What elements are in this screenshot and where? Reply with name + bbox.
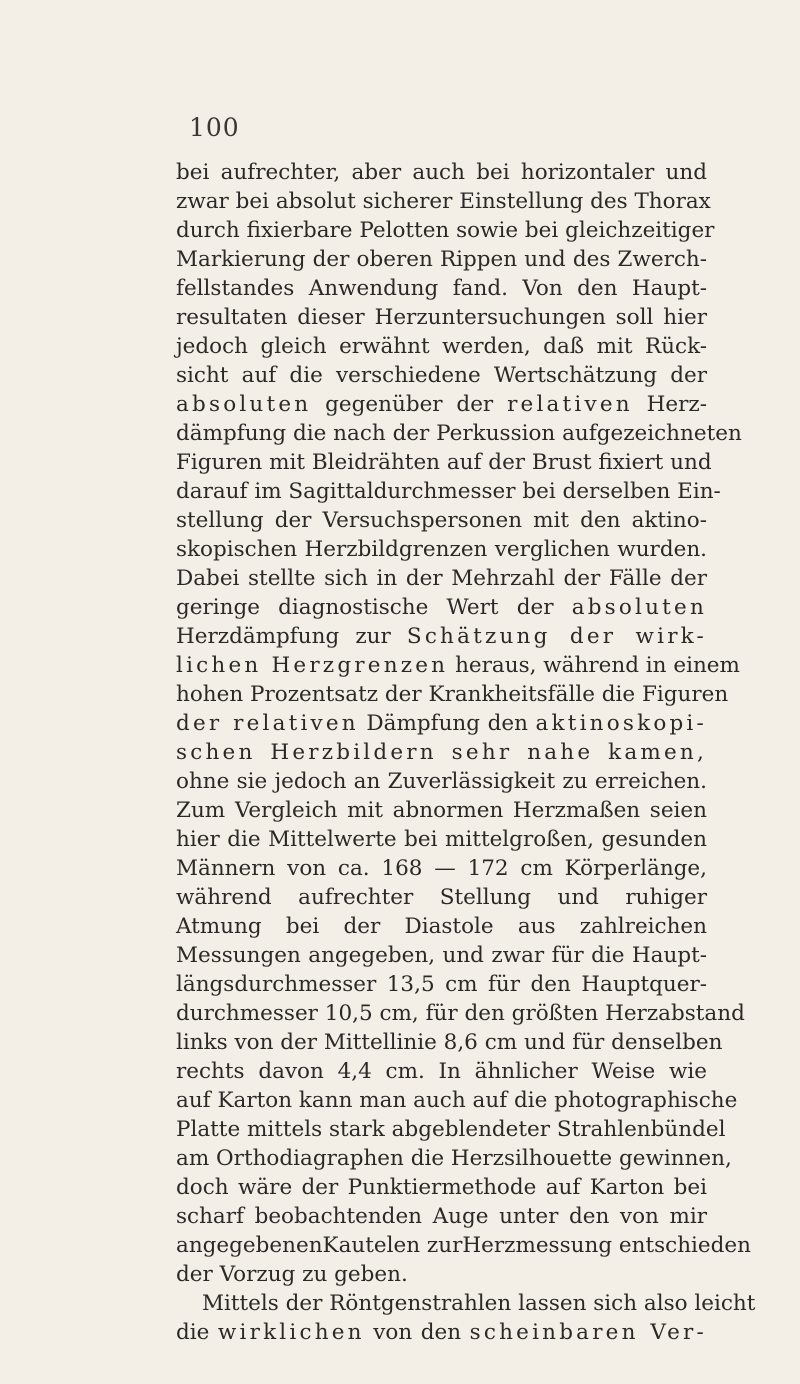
text-line: [176, 303, 707, 332]
emphasis-spaced: absoluten: [571, 595, 707, 620]
emphasis-spaced: scheinbaren Ver-: [469, 1320, 708, 1345]
line-segment: die: [176, 1320, 218, 1345]
text-line: [176, 825, 707, 854]
text-line: [176, 709, 707, 738]
line-segment: sicht auf die verschiedene Wertschätzung der: [176, 363, 707, 388]
page-number: 100: [189, 113, 240, 142]
text-line: [176, 245, 707, 274]
text-line: [176, 477, 721, 506]
line-segment: am Orthodiagraphen die Herzsilhouette gewinnen,: [176, 1146, 732, 1171]
text-line: [176, 564, 707, 593]
line-segment: längsdurchmesser 13,5 cm für den Hauptquer-: [176, 972, 707, 997]
line-segment: gegenüber der: [311, 392, 508, 417]
emphasis-spaced: der relativen: [176, 711, 359, 736]
line-segment: der Vorzug zu geben.: [176, 1262, 408, 1287]
text-line: [176, 419, 742, 448]
emphasis-spaced: schen Herzbildern sehr nahe kamen,: [176, 740, 707, 765]
line-segment: Mittels der Röntgenstrahlen lassen sich also leicht: [202, 1291, 756, 1316]
text-line: [176, 912, 707, 941]
text-line: [176, 1086, 738, 1115]
text-line: [176, 738, 707, 767]
line-segment: fellstandes Anwendung fand. Von den Haupt-: [176, 276, 707, 301]
text-line: [176, 332, 707, 361]
line-segment: Markierung der oberen Rippen und des Zwerch-: [176, 247, 707, 272]
text-line: [176, 970, 707, 999]
text-line: [176, 187, 711, 216]
text-line: [176, 767, 707, 796]
text-line: [176, 1318, 707, 1347]
text-line: [176, 274, 707, 303]
text-line: [176, 1202, 707, 1231]
text-line: [176, 1144, 732, 1173]
text-line: [176, 1028, 723, 1057]
emphasis-spaced: aktinoskopi-: [535, 711, 707, 736]
line-segment: durchmesser 10,5 cm, für den größten Herzabstand: [176, 1001, 745, 1026]
text-line: [176, 390, 707, 419]
line-segment: Männern von ca. 168 — 172 cm Körperlänge,: [176, 856, 707, 881]
line-segment: von den: [364, 1320, 470, 1345]
line-segment: Herzdämpfung zur: [176, 624, 407, 649]
text-line: [176, 883, 707, 912]
line-segment: Dabei stellte sich in der Mehrzahl der Fälle der: [176, 566, 707, 591]
line-segment: jedoch gleich erwähnt werden, daß mit Rück-: [176, 334, 707, 359]
text-line: [176, 622, 707, 651]
text-line: [176, 1231, 751, 1260]
line-segment: dämpfung die nach der Perkussion aufgezeichneten: [176, 421, 742, 446]
text-line: [176, 216, 715, 245]
line-segment: hohen Prozentsatz der Krankheitsfälle die Figuren: [176, 682, 729, 707]
line-segment: zwar bei absolut sicherer Einstellung des Thorax: [176, 189, 711, 214]
text-line: [176, 1289, 756, 1318]
line-segment: rechts davon 4,4 cm. In ähnlicher Weise wie: [176, 1059, 707, 1084]
line-segment: Figuren mit Bleidrähten auf der Brust fixiert und: [176, 450, 712, 475]
line-segment: scharf beobachtenden Auge unter den von mir: [176, 1204, 707, 1229]
text-line: [176, 1173, 707, 1202]
line-segment: bei aufrechter, aber auch bei horizontaler und: [176, 160, 707, 185]
text-line: [176, 796, 707, 825]
line-segment: doch wäre der Punktiermethode auf Karton bei: [176, 1175, 707, 1200]
text-line: [176, 448, 712, 477]
text-line: [176, 1057, 707, 1086]
line-segment: geringe diagnostische Wert der: [176, 595, 572, 620]
line-segment: skopischen Herzbildgrenzen verglichen wurden.: [176, 537, 707, 562]
emphasis-spaced: lichen Herzgrenzen: [176, 653, 449, 678]
text-line: [176, 1115, 726, 1144]
text-line: [176, 651, 740, 680]
emphasis-spaced: Schätzung der wirk-: [406, 624, 707, 649]
text-line: [176, 593, 707, 622]
emphasis-spaced: absoluten: [176, 392, 312, 417]
line-segment: Zum Vergleich mit abnormen Herzmaßen seien: [176, 798, 707, 823]
text-line: [176, 535, 707, 564]
text-line: [176, 999, 745, 1028]
emphasis-spaced: wirklichen: [217, 1320, 365, 1345]
line-segment: angegebenenKautelen zurHerzmessung entschieden: [176, 1233, 751, 1258]
text-line: [176, 941, 707, 970]
body-text: [176, 158, 756, 1347]
line-segment: durch fixierbare Pelotten sowie bei gleichzeitiger: [176, 218, 715, 243]
text-line: [176, 854, 707, 883]
text-line: [176, 506, 707, 535]
text-line: [176, 1260, 707, 1289]
line-segment: darauf im Sagittaldurchmesser bei derselben Ein-: [176, 479, 721, 504]
line-segment: Atmung bei der Diastole aus zahlreichen: [176, 914, 707, 939]
text-line: [176, 361, 707, 390]
line-segment: stellung der Versuchspersonen mit den aktino-: [176, 508, 707, 533]
text-line: [176, 158, 707, 187]
line-segment: links von der Mittellinie 8,6 cm und für denselben: [176, 1030, 723, 1055]
line-segment: Dämpfung den: [358, 711, 536, 736]
line-segment: Platte mittels stark abgeblendeter Strahlenbündel: [176, 1117, 726, 1142]
text-line: [176, 680, 729, 709]
line-segment: während aufrechter Stellung und ruhiger: [176, 885, 707, 910]
line-segment: ohne sie jedoch an Zuverlässigkeit zu erreichen.: [176, 769, 707, 794]
emphasis-spaced: relativen: [507, 392, 633, 417]
line-segment: Herz-: [632, 392, 707, 417]
line-segment: heraus, während in einem: [448, 653, 740, 678]
line-segment: resultaten dieser Herzuntersuchungen soll hier: [176, 305, 707, 330]
line-segment: auf Karton kann man auch auf die photographische: [176, 1088, 738, 1113]
line-segment: hier die Mittelwerte bei mittelgroßen, gesunden: [176, 827, 707, 852]
line-segment: Messungen angegeben, und zwar für die Haupt-: [176, 943, 707, 968]
